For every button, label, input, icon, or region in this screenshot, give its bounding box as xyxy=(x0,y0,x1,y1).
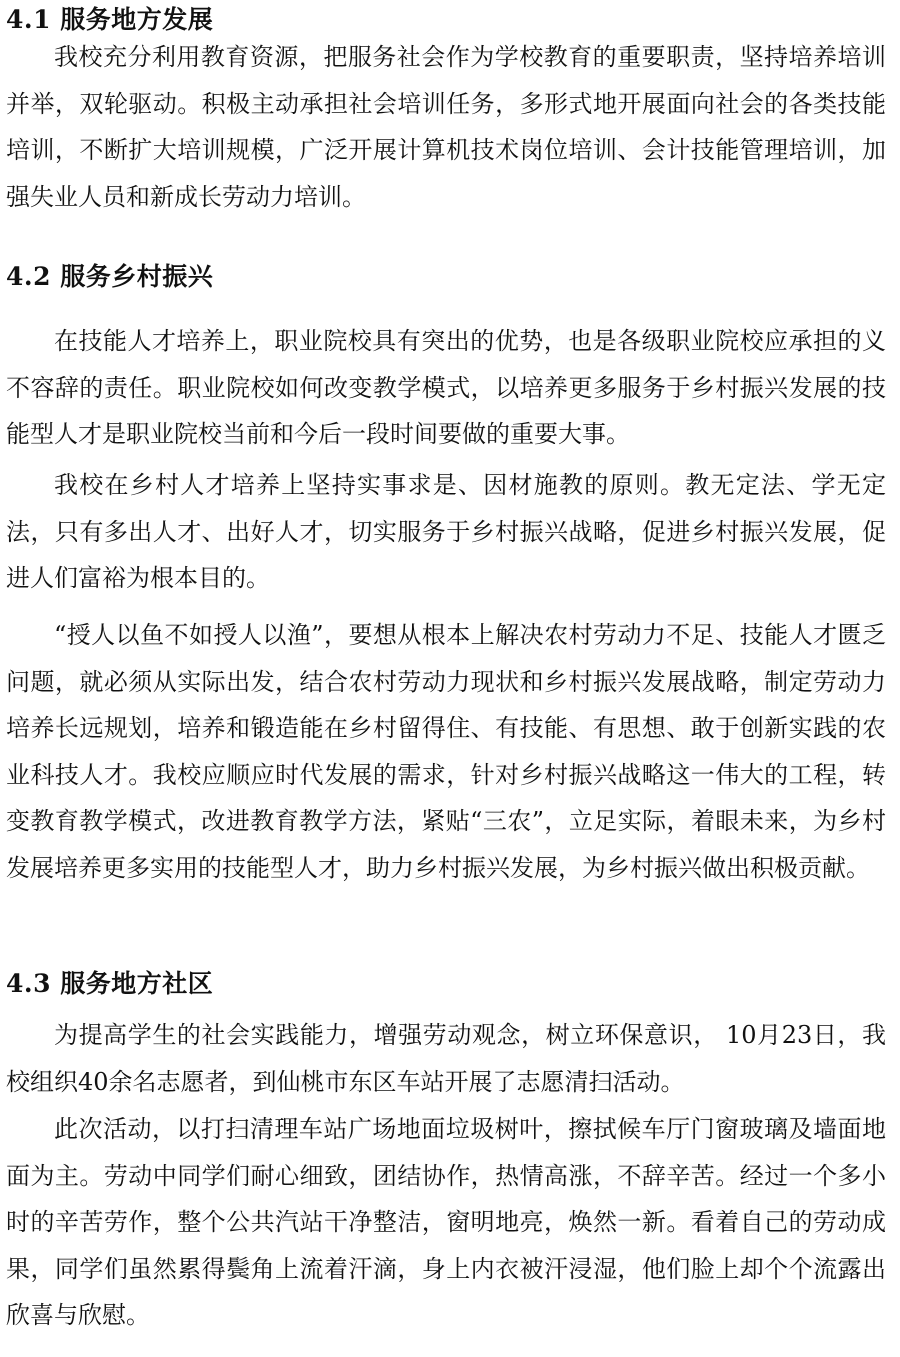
section-heading: 4.1 服务地方发展 xyxy=(6,5,214,34)
paragraph: “授人以鱼不如授人以渔”，要想从根本上解决农村劳动力不足、技能人才匮乏问题，就必须从实际出发，结合农村劳动力现状和乡村振兴发展战略，制定劳动力培养长远规划，培养和锻造能在乡村留得住、有技能、有思想、敢于创新实践的农业科技人才。我校应顺应时代发展的需求，针对乡村振兴战略这一伟大的工程，转变教育教学模式，改进教育教学方法，紧贴“三农”，立足实际，着眼未来，为乡村发展培养更多实用的技能型人才，助力乡村振兴发展，为乡村振兴做出积极贡献。 xyxy=(6,621,886,882)
section-heading: 4.3 服务地方社区 xyxy=(6,969,214,998)
paragraph: 我校充分利用教育资源，把服务社会作为学校教育的重要职责，坚持培养培训并举，双轮驱动。积极主动承担社会培训任务，多形式地开展面向社会的各类技能培训，不断扩大培训规模，广泛开展计算机技术岗位培训、会计技能管理培训，加强失业人员和新成长劳动力培训。 xyxy=(6,43,886,211)
paragraph: 在技能人才培养上，职业院校具有突出的优势，也是各级职业院校应承担的义不容辞的责任。职业院校如何改变教学模式，以培养更多服务于乡村振兴发展的技能型人才是职业院校当前和今后一段时间要做的重要大事。 xyxy=(6,327,886,448)
paragraph: 此次活动，以打扫清理车站广场地面垃圾树叶，擦拭候车厅门窗玻璃及墙面地面为主。劳动中同学们耐心细致，团结协作，热情高涨，不辞辛苦。经过一个多小时的辛苦劳作，整个公共汽站干净整洁，窗明地亮，焕然一新。看着自己的劳动成果，同学们虽然累得鬓角上流着汗滴，身上内衣被汗浸湿，他们脸上却个个流露出欣喜与欣慰。 xyxy=(6,1115,886,1329)
paragraph: 为提高学生的社会实践能力，增强劳动观念，树立环保意识， 10月23日，我校组织40余名志愿者，到仙桃市东区车站开展了志愿清扫活动。 xyxy=(6,1021,886,1096)
section-heading: 4.2 服务乡村振兴 xyxy=(6,262,214,291)
paragraph: 我校在乡村人才培养上坚持实事求是、因材施教的原则。教无定法、学无定法，只有多出人才、出好人才，切实服务于乡村振兴战略，促进乡村振兴发展，促进人们富裕为根本目的。 xyxy=(6,471,886,592)
